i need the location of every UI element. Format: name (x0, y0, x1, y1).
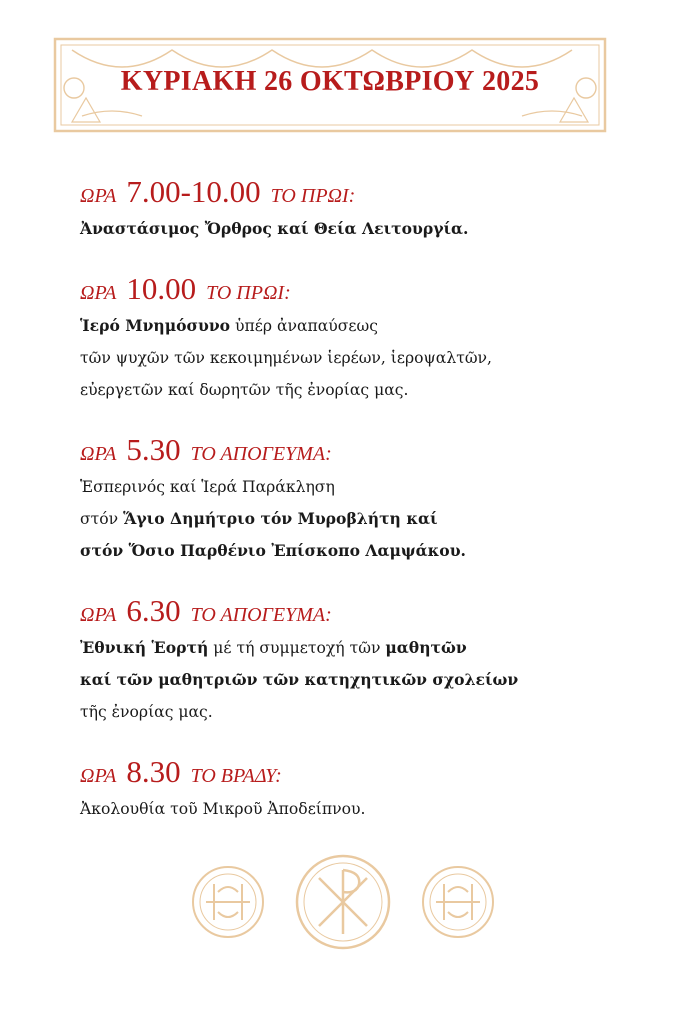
time-period: ΤΟ ΑΠΟΓΕΥΜΑ: (190, 604, 332, 626)
entry-description-line (80, 535, 660, 567)
time-value: 6.30 (126, 593, 181, 628)
time-value: 8.30 (126, 754, 181, 789)
entry-description-line (80, 342, 660, 374)
chi-rho-medallion-icon (297, 856, 389, 948)
time-prefix: ΩΡΑ (80, 443, 117, 465)
entry-description-line (80, 503, 660, 535)
entry-description-line (80, 664, 660, 696)
entry-description-line (80, 793, 660, 825)
schedule-entry (80, 755, 660, 825)
text: εὐεργετῶν καί δωρητῶν τῆς ἐνορίας μας. (80, 381, 409, 399)
text: ὑπέρ ἀναπαύσεως (230, 317, 378, 335)
time-period: ΤΟ ΠΡΩΙ: (206, 282, 291, 304)
time-value: 5.30 (126, 432, 181, 467)
bold-text: στόν Ὅσιο Παρθένιο Ἐπίσκοπο Λαμψάκου. (80, 541, 466, 560)
entry-description-line (80, 310, 660, 342)
entry-time-heading (80, 175, 660, 213)
time-prefix: ΩΡΑ (80, 185, 117, 207)
schedule-entry (80, 272, 660, 406)
time-prefix: ΩΡΑ (80, 282, 117, 304)
schedule-list (80, 175, 660, 852)
entry-description-line (80, 696, 660, 728)
time-prefix: ΩΡΑ (80, 604, 117, 626)
time-value: 10.00 (126, 271, 197, 306)
text: Ἑσπερινός καί Ἱερά Παράκληση (80, 478, 335, 496)
time-prefix: ΩΡΑ (80, 765, 117, 787)
text: τῆς ἐνορίας μας. (80, 703, 213, 721)
time-period: ΤΟ ΒΡΑΔΥ: (190, 765, 282, 787)
text: στόν (80, 510, 124, 528)
bold-text: Ἀναστάσιμος Ὄρθρος καί Θεία Λειτουργία. (80, 219, 469, 238)
ic-xc-medallion-right-icon (423, 867, 493, 937)
time-period: ΤΟ ΑΠΟΓΕΥΜΑ: (190, 443, 332, 465)
time-value: 7.00-10.00 (126, 174, 261, 209)
schedule-entry (80, 594, 660, 728)
page-title: ΚΥΡΙΑΚΗ 26 ΟΚΤΩΒΡΙΟΥ 2025 (120, 66, 540, 97)
text: μέ τή συμμετοχή τῶν (208, 639, 386, 657)
entry-description-line (80, 471, 660, 503)
entry-description-line (80, 632, 660, 664)
entry-time-heading (80, 755, 660, 793)
text: τῶν ψυχῶν τῶν κεκοιμημένων ἱερέων, ἱεροψαλτῶν, (80, 349, 492, 367)
entry-description-line (80, 374, 660, 406)
bold-text: Ἐθνική Ἑορτή (80, 638, 209, 657)
entry-time-heading (80, 594, 660, 632)
footer-ornaments (188, 852, 498, 956)
bold-text: καί τῶν μαθητριῶν τῶν κατηχητικῶν σχολείων (80, 670, 519, 689)
schedule-entry (80, 175, 660, 245)
header-banner (52, 36, 608, 134)
bold-text: Ἱερό Μνημόσυνο (80, 316, 231, 335)
entry-time-heading (80, 433, 660, 471)
ic-xc-medallion-left-icon (193, 867, 263, 937)
entry-time-heading (80, 272, 660, 310)
bold-text: μαθητῶν (385, 638, 467, 657)
time-period: ΤΟ ΠΡΩΙ: (270, 185, 356, 207)
text: Ἀκολουθία τοῦ Μικροῦ Ἀποδείπνου. (80, 800, 366, 818)
bold-text: Ἅγιο Δημήτριο τόν Μυροβλήτη καί (123, 509, 438, 528)
entry-description-line (80, 213, 660, 245)
schedule-entry (80, 433, 660, 567)
